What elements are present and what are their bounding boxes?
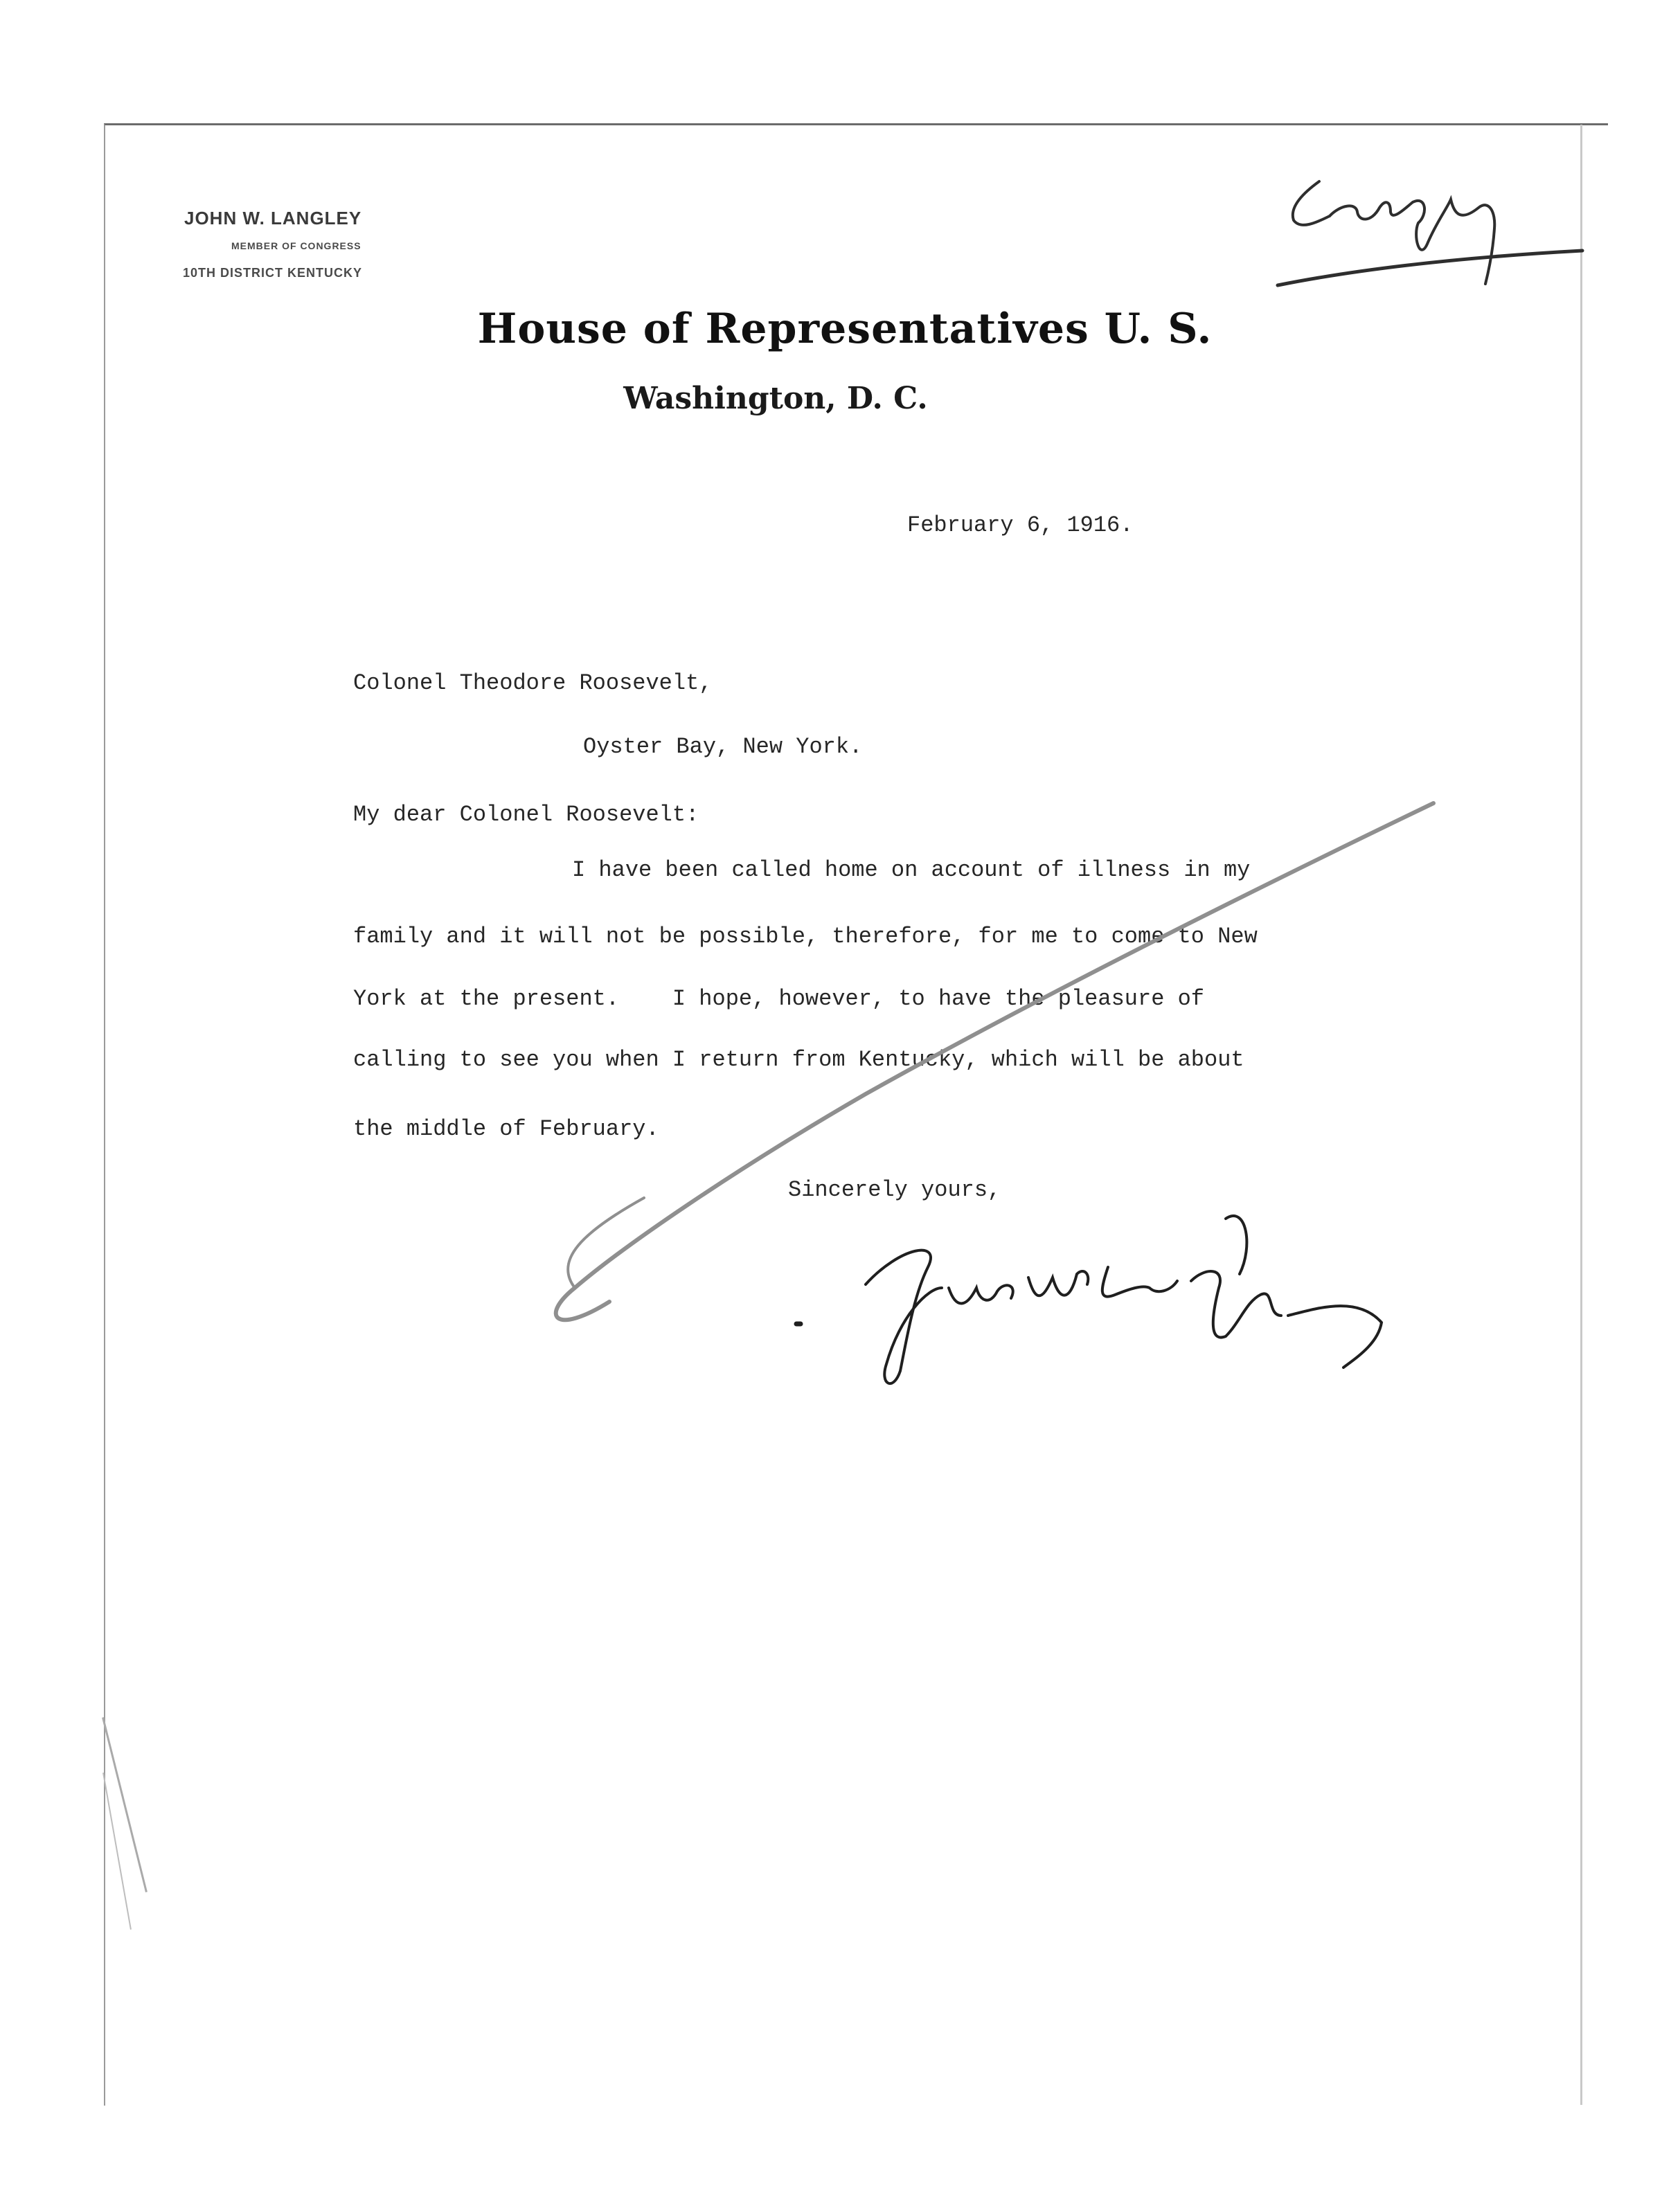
letterhead-institution: House of Representatives U. S. bbox=[477, 305, 1213, 353]
recipient-name: Colonel Theodore Roosevelt, bbox=[353, 670, 713, 696]
signature bbox=[796, 1216, 1382, 1383]
letterhead-city: Washington, D. C. bbox=[623, 381, 928, 416]
body-line: calling to see you when I return from Kentucky, which will be about bbox=[353, 1047, 1244, 1073]
recipient-address: Oyster Bay, New York. bbox=[583, 734, 863, 760]
body-line: York at the present. I hope, however, to have the pleasure of bbox=[353, 986, 1204, 1012]
letter-date: February 6, 1916. bbox=[907, 512, 1134, 538]
letterhead-title: MEMBER OF CONGRESS bbox=[231, 240, 361, 251]
salutation: My dear Colonel Roosevelt: bbox=[353, 802, 699, 827]
handwritten-filing-name bbox=[1278, 181, 1582, 285]
body-line: I have been called home on account of illness in my bbox=[572, 857, 1251, 883]
body-line: the middle of February. bbox=[353, 1116, 659, 1142]
pencil-check-mark bbox=[556, 803, 1433, 1320]
letterhead-name: JOHN W. LANGLEY bbox=[184, 208, 362, 228]
letterhead-district: 10TH DISTRICT KENTUCKY bbox=[183, 266, 363, 280]
body-line: family and it will not be possible, therefore, for me to come to New bbox=[353, 924, 1258, 949]
closing: Sincerely yours, bbox=[788, 1177, 1001, 1203]
